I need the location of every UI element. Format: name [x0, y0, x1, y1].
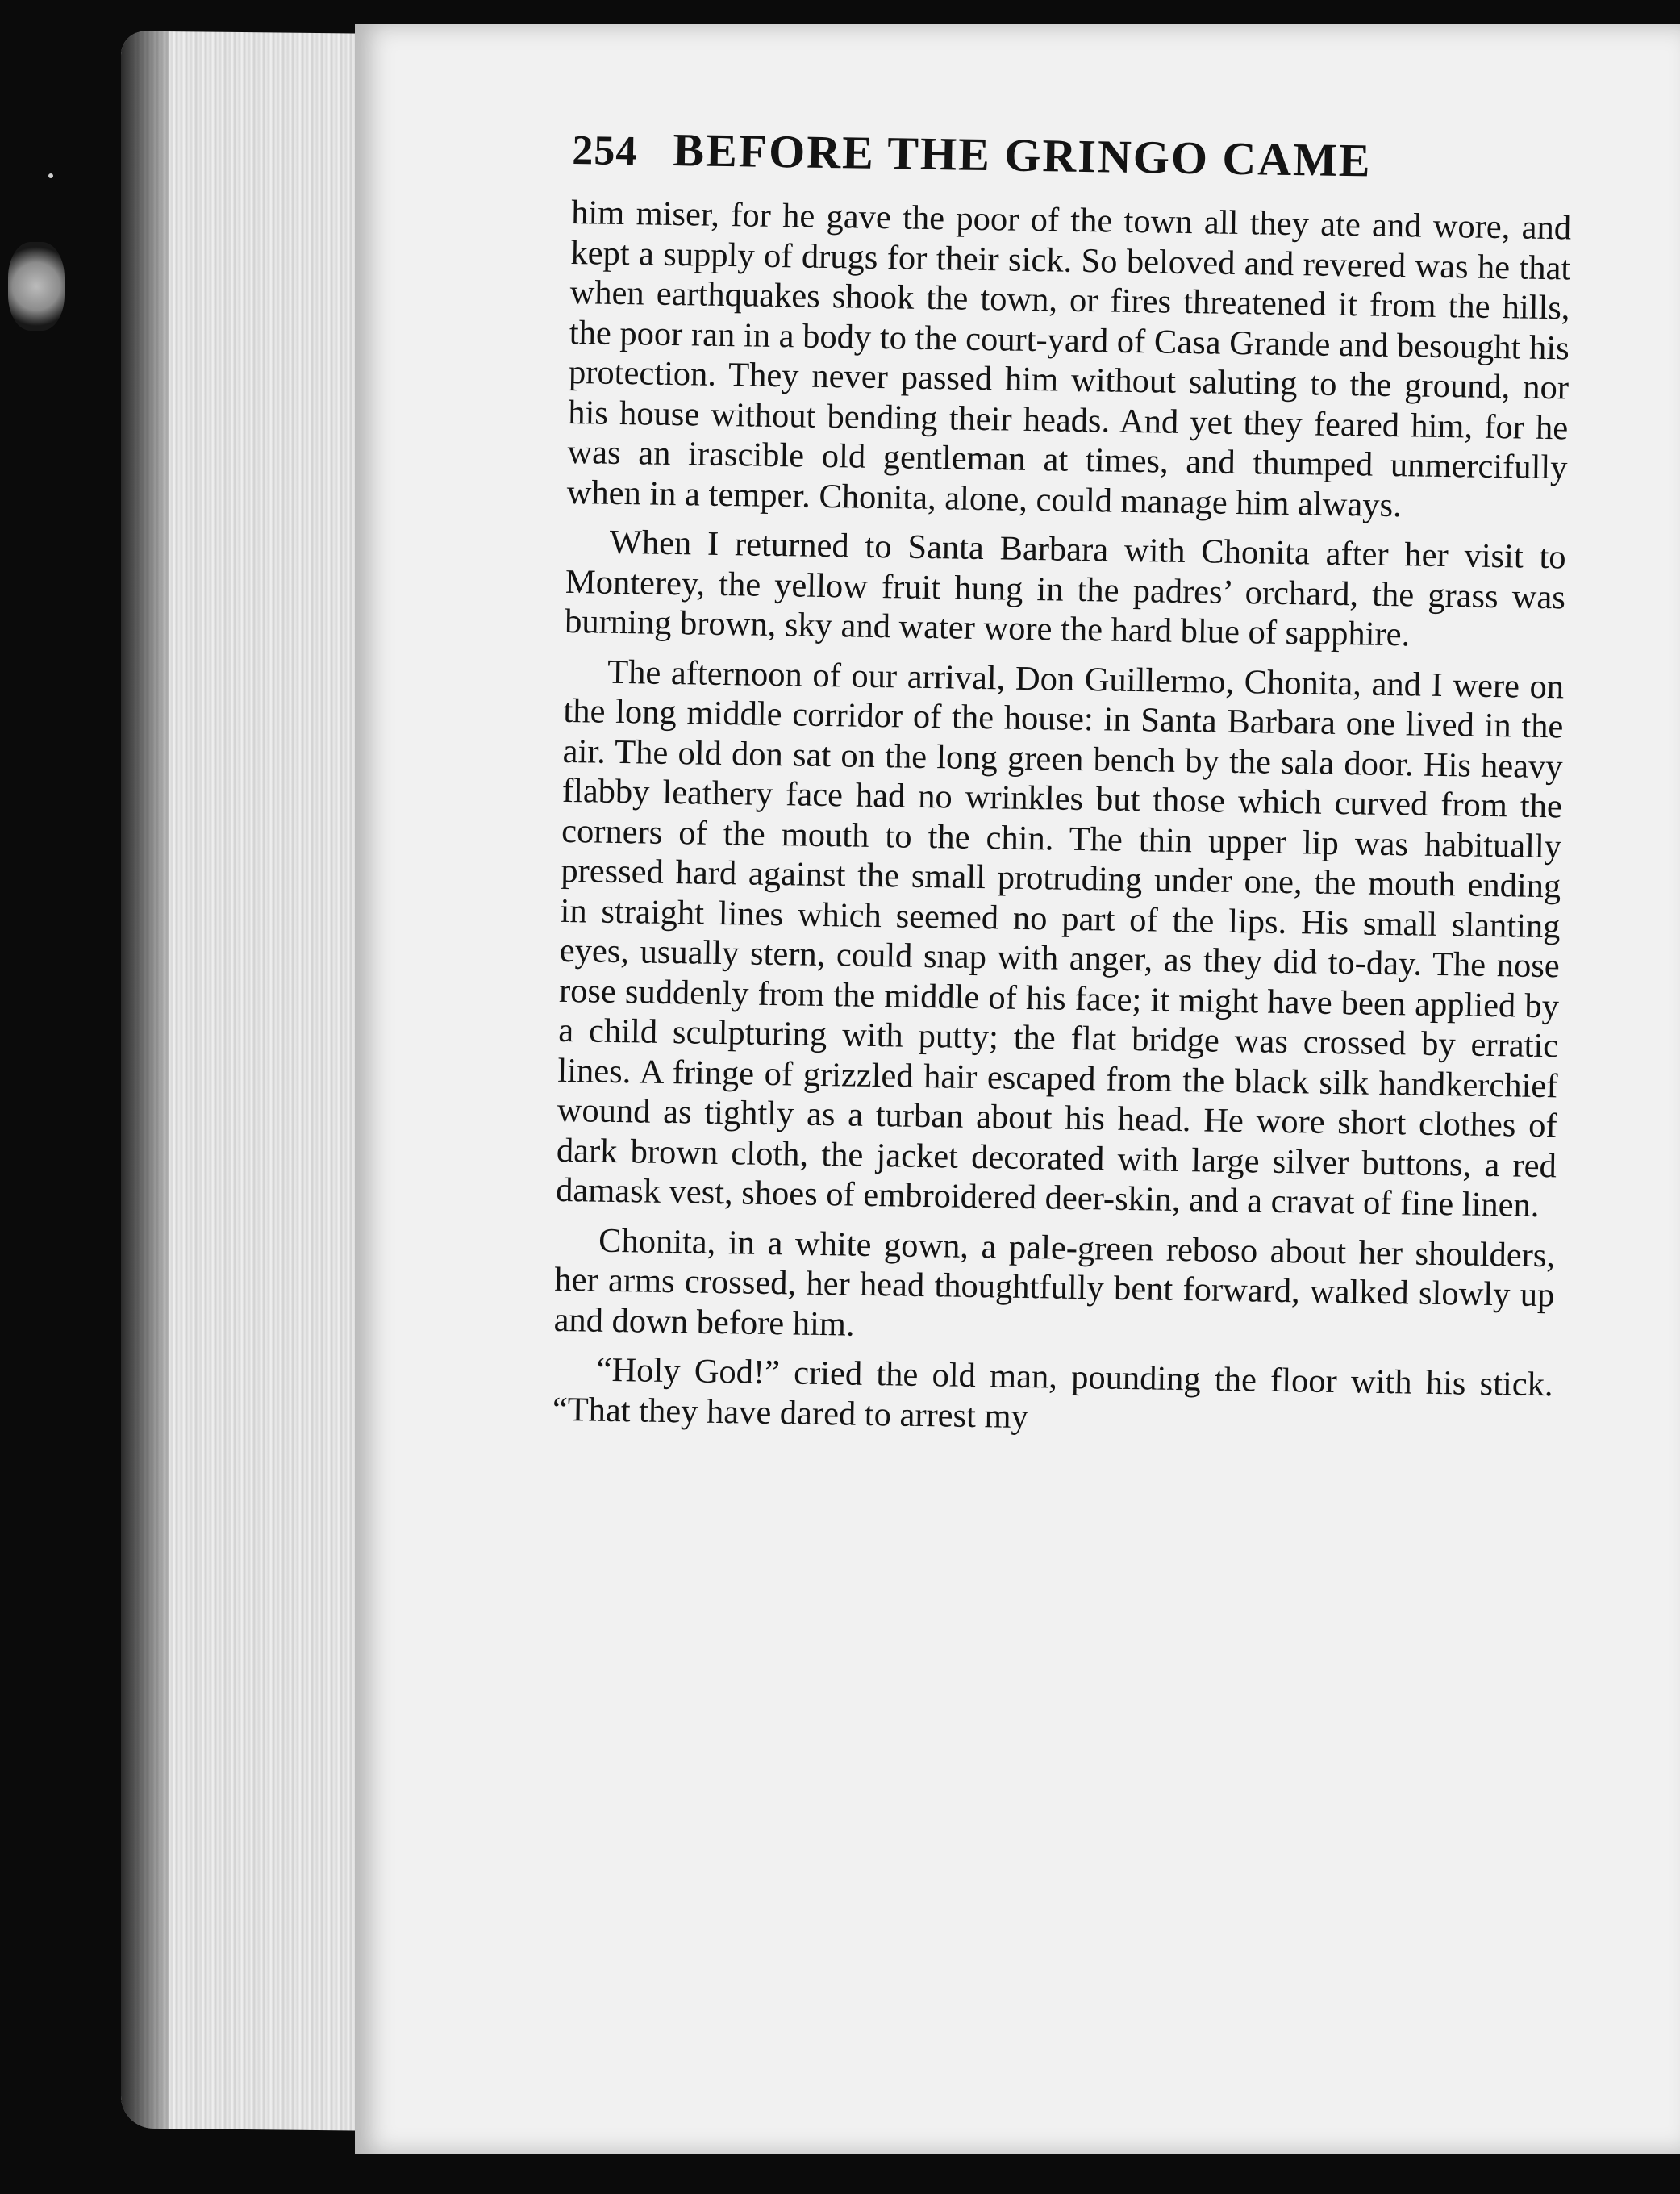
scan-speck: [48, 173, 53, 178]
running-head: [572, 121, 1573, 190]
book-page: [355, 24, 1680, 2154]
paragraph: When I returned to Santa Barbara with Chonita after her visit to Monterey, the yellow fruit hung in the padres’ orchard, the grass was burning brown, sky and water wore the hard blue of sapphire.: [564, 523, 1567, 654]
body-text: [552, 193, 1572, 1445]
page-number: 254: [571, 127, 638, 175]
paragraph: The afternoon of our arrival, Don Guillermo, Chonita, and I were on the long middle corridor of the house: in Santa Barbara one lived in the air. The old don sat on the long green bench by the sala door. His heavy flabby leathery face had no wrinkles but those which curved from the corners of the mouth to the chin. The thin upper lip was habitually pressed hard against the small protruding under one, the mouth ending in straight lines which seemed no part of the lips. His small slanting eyes, usually stern, could snap with anger, as they did to-day. The nose rose suddenly from the middle of his face; it might have been applied by a child sculpturing with putty; the flat bridge was crossed by erratic lines. A fringe of grizzled hair escaped from the black silk handkerchief wound as tightly as a turban about his head. He wore short clothes of dark brown cloth, the jacket decorated with large silver buttons, a red damask vest, shoes of embroidered deer-skin, and a cravat of fine linen.: [555, 653, 1565, 1224]
paragraph: Chonita, in a white gown, a pale-green reboso about her shoulders, her arms crossed, her head thoughtfully bent forward, walked slowly up and down before him.: [553, 1221, 1556, 1344]
page-edges: [121, 31, 363, 2130]
text-block: [552, 121, 1573, 1454]
paragraph: “Holy God!” cried the old man, pounding the floor with his stick. “That they have dared to arrest my: [552, 1350, 1553, 1436]
scan-artifact: [8, 242, 65, 331]
running-title: BEFORE THE GRINGO CAME: [672, 123, 1373, 187]
paragraph: him miser, for he gave the poor of the town all they ate and wore, and kept a supply of drugs for their sick. So beloved and revered was he that when earthquakes shook the town, or fires threatened it from the hills, the poor ran in a body to the court-yard of Casa Grande and besought his protection. They never passed him without saluting to the ground, nor his house without bending their heads. And yet they feared him, for he was an irascible old gentleman at times, and thumped unmercifully when in a temper. Chonita, alone, could manage him always.: [566, 193, 1572, 524]
